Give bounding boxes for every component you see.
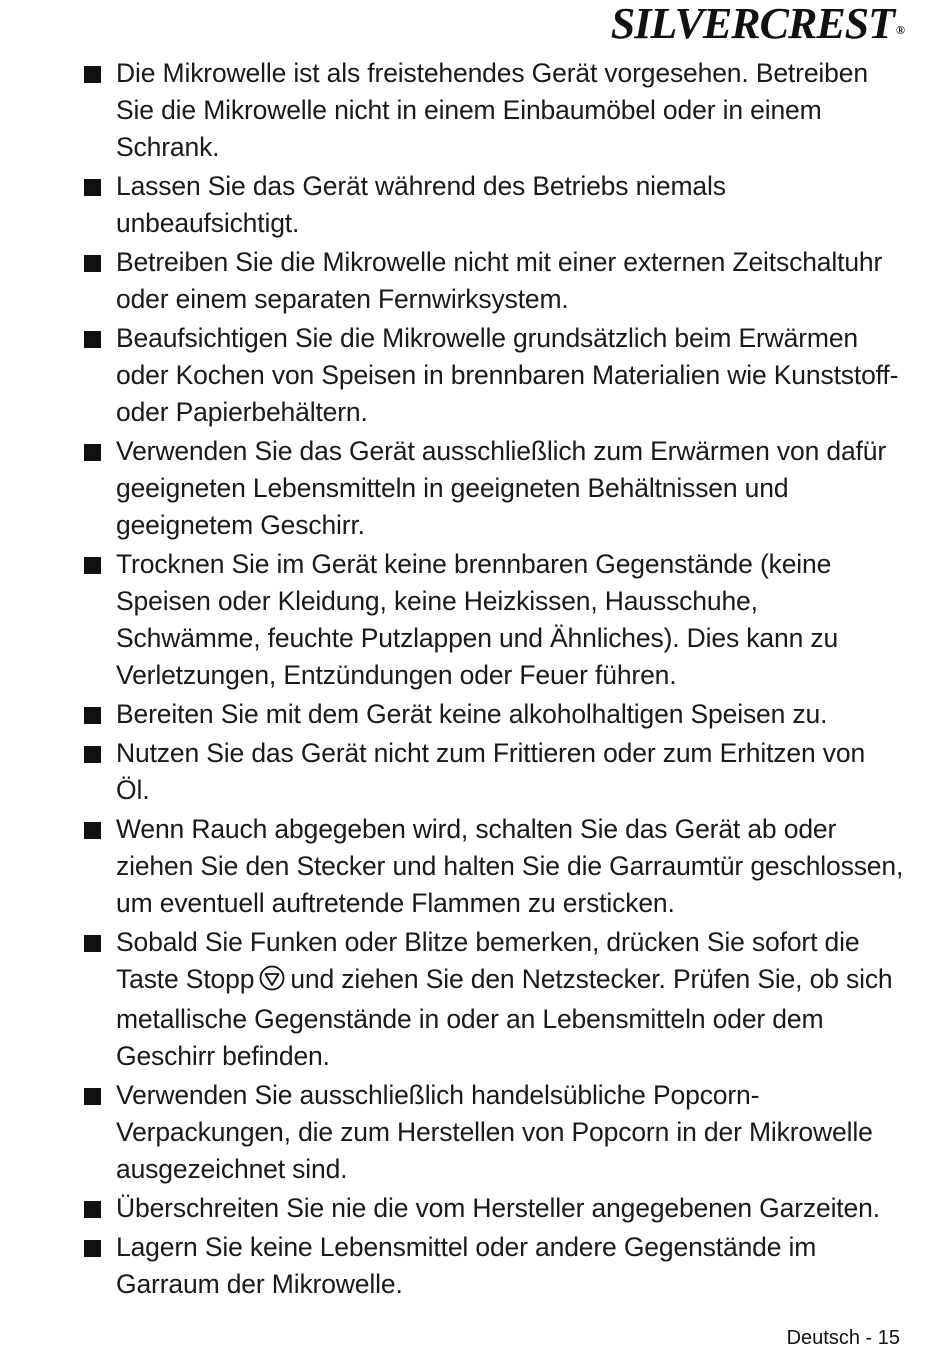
list-item-text: Die Mikrowelle ist als freistehendes Gerät vorgesehen. Betreiben Sie die Mikrowelle nicht in einem Einbaumöbel oder in einem Schrank. (116, 58, 868, 162)
brand-logo (611, 0, 904, 48)
square-bullet-icon (84, 331, 101, 348)
list-item (84, 55, 904, 166)
list-item-text: Trocknen Sie im Gerät keine brennbaren Gegenstände (keine Speisen oder Kleidung, keine Heizkissen, Hausschuhe, Schwämme, feuchte Putzlappen und Ähnliches). Dies kann zu Verletzungen, Entzündungen oder Feuer führen. (116, 549, 839, 690)
list-item (84, 320, 904, 431)
list-item-text: Überschreiten Sie nie die vom Hersteller angegebenen Garzeiten. (116, 1193, 880, 1223)
list-item (84, 811, 904, 922)
list-item-text: Nutzen Sie das Gerät nicht zum Frittieren oder zum Erhitzen von Öl. (116, 738, 866, 805)
list-item-text: Bereiten Sie mit dem Gerät keine alkoholhaltigen Speisen zu. (116, 699, 828, 729)
square-bullet-icon (84, 1240, 101, 1257)
list-item (84, 433, 904, 544)
list-item (84, 244, 904, 318)
registered-mark: ® (896, 23, 904, 37)
list-item-text-before: Sobald Sie Funken oder Blitze bemerken, drücken Sie sofort die Taste Stopp (116, 927, 860, 994)
page-footer: Deutsch - 15 (786, 1327, 900, 1349)
square-bullet-icon (84, 822, 101, 839)
list-item (84, 735, 904, 809)
square-bullet-icon (84, 707, 101, 724)
list-item (84, 1077, 904, 1188)
list-item-text: Betreiben Sie die Mikrowelle nicht mit einer externen Zeitschaltuhr oder einem separaten Fernwirksystem. (116, 247, 883, 314)
square-bullet-icon (84, 255, 101, 272)
square-bullet-icon (84, 66, 101, 83)
list-item (84, 924, 904, 1075)
list-item-text: Lassen Sie das Gerät während des Betriebs niemals unbeaufsichtigt. (116, 171, 726, 238)
square-bullet-icon (84, 746, 101, 763)
square-bullet-icon (84, 444, 101, 461)
list-item-text (116, 924, 904, 1075)
list-item-text-after: und ziehen Sie den Netzstecker. Prüfen Sie, ob sich metallische Gegenstände in oder an Lebensmitteln oder dem Geschirr befinden. (116, 964, 893, 1071)
safety-instructions-list (84, 55, 904, 1305)
list-item (84, 168, 904, 242)
list-item-text: Verwenden Sie ausschließlich handelsübliche Popcorn-Verpackungen, die zum Herstellen von Popcorn in der Mikrowelle ausgezeichnet sind. (116, 1080, 873, 1184)
list-item-text: Lagern Sie keine Lebensmittel oder andere Gegenstände im Garraum der Mikrowelle. (116, 1232, 817, 1299)
list-item-text: Verwenden Sie das Gerät ausschließlich zum Erwärmen von dafür geeigneten Lebensmitteln in geeigneten Behältnissen und geeignetem Geschirr. (116, 436, 887, 540)
list-item (84, 546, 904, 694)
square-bullet-icon (84, 1088, 101, 1105)
list-item (84, 1229, 904, 1303)
list-item-text: Wenn Rauch abgegeben wird, schalten Sie das Gerät ab oder ziehen Sie den Stecker und halten Sie die Garraumtür geschlossen, um eventuell auftretende Flammen zu ersticken. (116, 814, 904, 918)
square-bullet-icon (84, 179, 101, 196)
brand-name: SILVERCREST (610, 0, 895, 48)
square-bullet-icon (84, 935, 101, 952)
list-item (84, 1190, 904, 1227)
stop-icon (258, 964, 286, 1001)
list-item-text: Beaufsichtigen Sie die Mikrowelle grundsätzlich beim Erwärmen oder Kochen von Speisen in brennbaren Materialien wie Kunststoff- oder Papierbehältern. (116, 323, 899, 427)
square-bullet-icon (84, 1201, 101, 1218)
list-item (84, 696, 904, 733)
square-bullet-icon (84, 557, 101, 574)
